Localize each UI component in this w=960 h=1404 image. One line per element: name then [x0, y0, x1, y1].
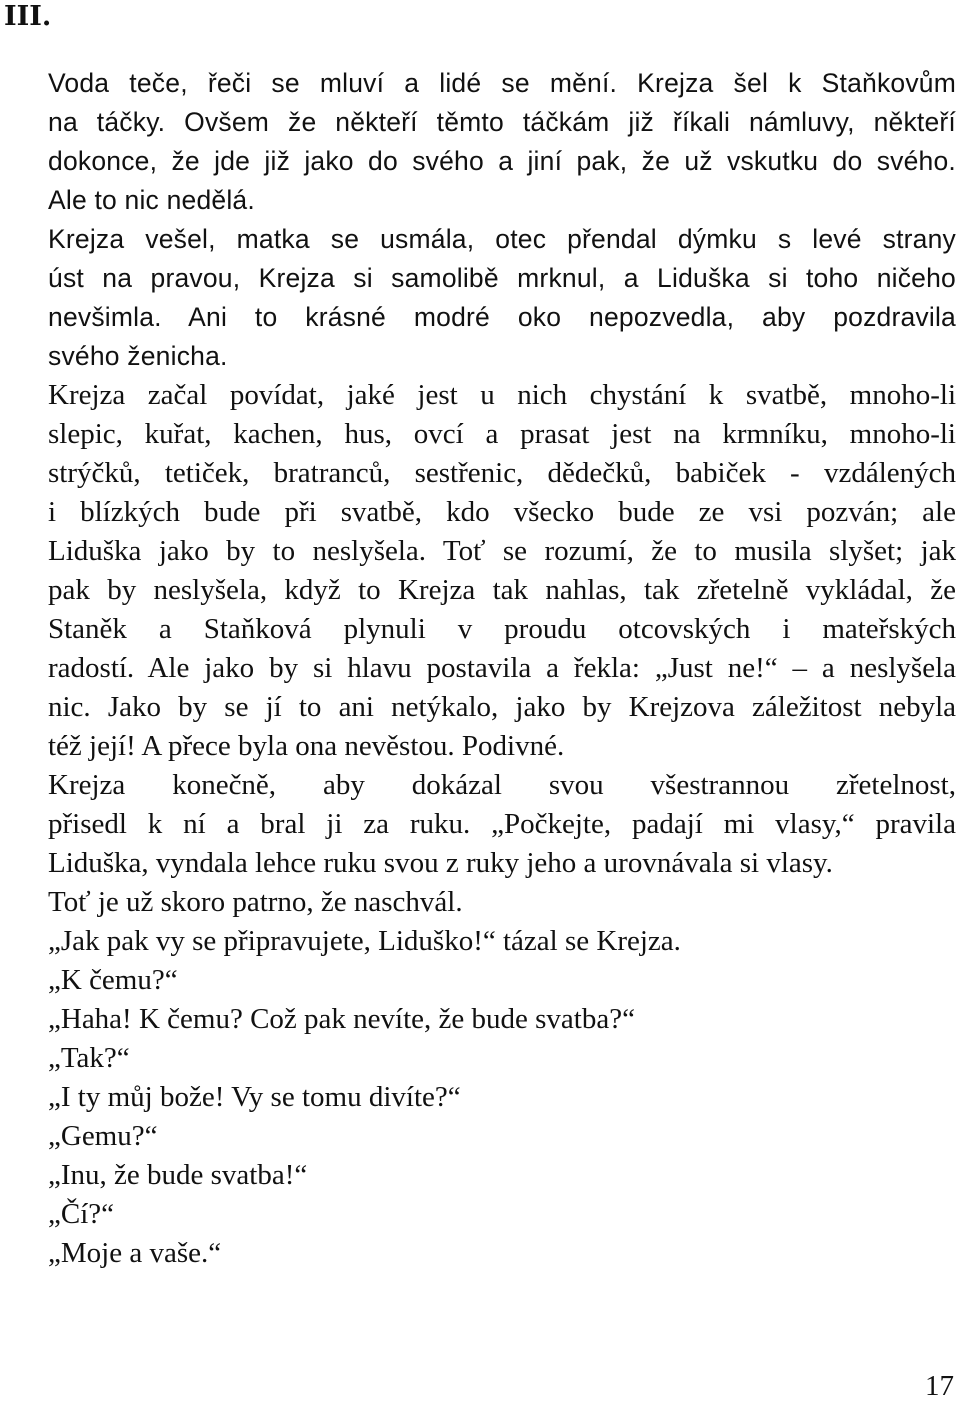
text-line: Voda teče, řeči se mluví a lidé se mění. Krejza šel k Staňkovům	[48, 68, 956, 98]
text-line: Toť je už skoro patrno, že naschvál.	[48, 886, 463, 918]
text-line: Liduška jako by to neslyšela. Toť se rozumí, že to musila slyšet; jak	[48, 535, 956, 567]
text-line: nevšimla. Ani to krásné modré oko nepozvedla, aby pozdravila	[48, 302, 956, 332]
dialogue-line: „Tak?“	[48, 1042, 130, 1074]
dialogue-line: „Čí?“	[48, 1198, 115, 1230]
text-line: též její! A přece byla ona nevěstou. Podivné.	[48, 730, 565, 762]
dialogue-line: „Haha! K čemu? Což pak nevíte, že bude svatba?“	[48, 1003, 635, 1035]
text-line: slepic, kuřat, kachen, hus, ovcí a prasat jest na krmníku, mnoho-li	[48, 418, 956, 450]
dialogue-line: „Gemu?“	[48, 1120, 158, 1152]
text-line: úst na pravou, Krejza si samolibě mrknul, a Liduška si toho ničeho	[48, 263, 956, 293]
text-line: Ale to nic nedělá.	[48, 185, 255, 215]
text-line: Krejza konečně, aby dokázal svou všestrannou zřetelnost,	[48, 769, 956, 801]
paragraph-2	[4, 220, 956, 376]
text-line: Liduška, vyndala lehce ruku svou z ruky jeho a urovnávala si vlasy.	[48, 847, 833, 879]
chapter-heading: III.	[4, 1, 52, 32]
dialogue-line: „K čemu?“	[48, 964, 178, 996]
dialogue-line: „Inu, že bude svatba!“	[48, 1159, 308, 1191]
text-line: přisedl k ní a bral ji za ruku. „Počkejte, padají mi vlasy,“ pravila	[48, 808, 956, 840]
paragraph-1	[4, 64, 956, 220]
page-number: 17	[925, 1370, 954, 1402]
text-line: na táčky. Ovšem že někteří těmto táčkám již říkali námluvy, někteří	[48, 107, 956, 137]
dialogue-line: „I ty můj bože! Vy se tomu divíte?“	[48, 1081, 461, 1113]
text-line: nic. Jako by se jí to ani netýkalo, jako by Krejzova záležitost nebyla	[48, 691, 956, 723]
text-line: pak by neslyšela, když to Krejza tak nahlas, tak zřetelně vykládal, že	[48, 574, 956, 606]
text-line: strýčků, tetiček, bratranců, sestřenic, dědečků, babiček - vzdálených	[48, 457, 956, 489]
text-line: Krejza vešel, matka se usmála, otec přendal dýmku s levé strany	[48, 224, 956, 254]
paragraph-3	[4, 376, 956, 766]
text-line: Krejza začal povídat, jaké jest u nich chystání k svatbě, mnoho-li	[48, 379, 956, 411]
paragraph-4	[4, 766, 956, 883]
text-line: dokonce, že jde již jako do svého a jiní pak, že už vskutku do svého.	[48, 146, 956, 176]
text-line: Staněk a Staňková plynuli v proudu otcovských i mateřských	[48, 613, 956, 645]
chapter-text	[4, 64, 956, 1273]
text-line: radostí. Ale jako by si hlavu postavila a řekla: „Just ne!“ – a neslyšela	[48, 652, 956, 684]
dialogue-line: „Moje a vaše.“	[48, 1237, 222, 1269]
text-line: svého ženicha.	[48, 341, 228, 371]
text-line: i blízkých bude při svatbě, kdo všecko bude ze vsi pozván; ale	[48, 496, 956, 528]
paragraph-5	[4, 883, 956, 922]
dialogue-line: „Jak pak vy se připravujete, Liduško!“ tázal se Krejza.	[48, 925, 681, 957]
